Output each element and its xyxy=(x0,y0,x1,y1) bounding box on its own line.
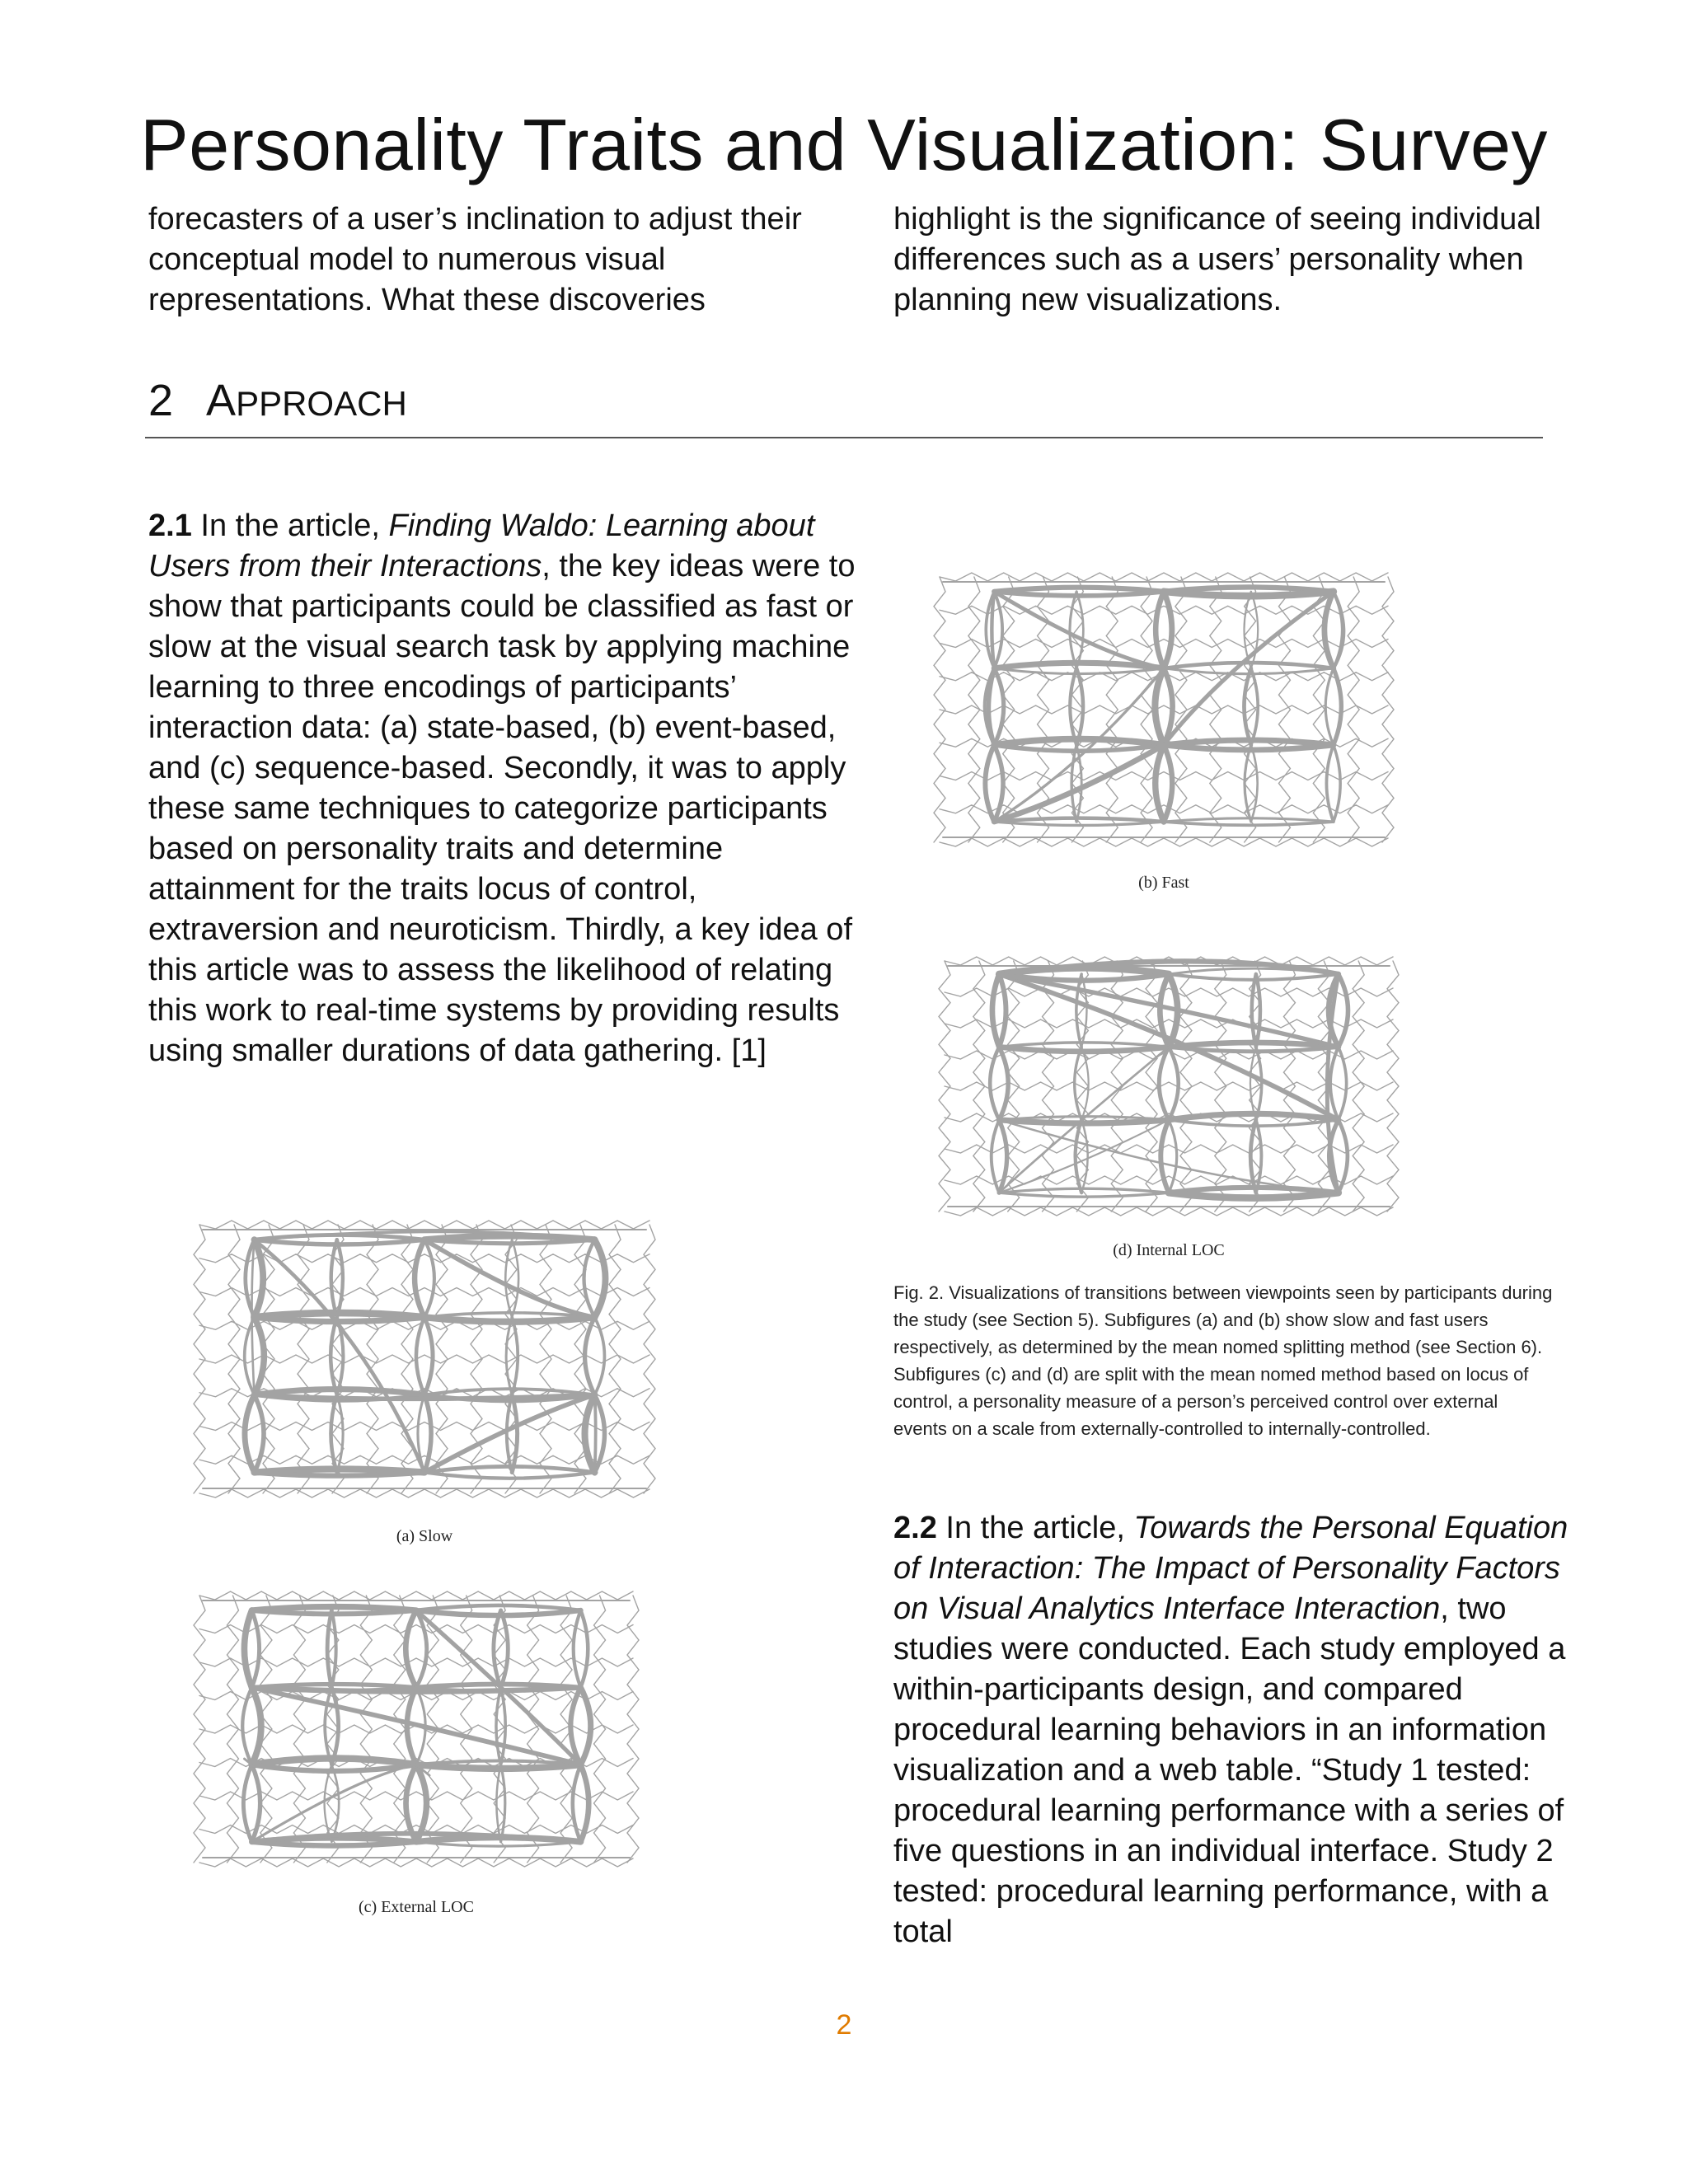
section-title-initial: A xyxy=(206,376,237,425)
subfigure-b-image xyxy=(921,562,1406,857)
paragraph-2-1 xyxy=(148,506,874,1071)
page-title: Personality Traits and Visualization: Survey xyxy=(140,104,1548,185)
article-title: Finding Waldo: Learning about Users from their Interactions xyxy=(148,509,815,583)
section-divider xyxy=(145,437,1543,438)
paragraph-text: In the article, xyxy=(191,509,389,543)
intro-text-right: highlight is the significance of seeing individual differences such as a users’ personality when planning new visualizations. xyxy=(893,202,1541,317)
paragraph-text: , two studies were conducted. Each study employed a within-participants design, and compared procedural learning behaviors in an information visualization and a web table. “Study 1 tested: procedural learning performance with a series of five questions in an individual interface. Study 2 tested: procedural learning performance, with a total xyxy=(893,1591,1566,1949)
page-number: 2 xyxy=(836,2009,852,2041)
paragraph-number: 2.2 xyxy=(893,1511,937,1545)
paragraph-number: 2.1 xyxy=(148,509,192,543)
article-title: Towards the Personal Equation of Interaction: The Impact of Personality Factors on Visual Analytics Interface Interaction xyxy=(893,1511,1568,1626)
subfigure-b-caption: (b) Fast xyxy=(1138,874,1189,892)
subfigure-a-caption: (a) Slow xyxy=(396,1527,453,1545)
subfigure-d-caption: (d) Internal LOC xyxy=(1113,1241,1225,1259)
subfigure-d-image xyxy=(926,946,1411,1226)
paragraph-2-2 xyxy=(893,1508,1569,1952)
section-heading xyxy=(148,375,1541,426)
figure-caption: Fig. 2. Visualizations of transitions between viewpoints seen by participants during the study (see Section 5). Subfigures (a) and (b) show slow and fast users respectively, as determined by the mean nomed splitting method (see Section 6). Subfigures (c) and (d) are split with the mean nomed method based on locus of control, a personality measure of a person’s perceived control over external events on a scale from externally-controlled to internally-controlled. xyxy=(893,1282,1553,1439)
subfigure-a-image xyxy=(181,1210,668,1508)
section-title-rest: PPROACH xyxy=(236,384,407,423)
subfigure-c-caption: (c) External LOC xyxy=(359,1898,474,1916)
section-number: 2 xyxy=(148,376,174,425)
paragraph-text: In the article, xyxy=(936,1511,1134,1545)
intro-text-left: forecasters of a user’s inclination to adjust their conceptual model to numerous visual representations. What these discoveries xyxy=(148,202,802,317)
subfigure-c-image xyxy=(181,1581,651,1877)
paragraph-text: , the key ideas were to show that participants could be classified as fast or slow at the visual search task by applying machine learning to three encodings of participants’ interaction data: (a) state-based, (b) event-based, and (c) sequence-based. Secondly, it was to apply these same techniques to categorize participants based on personality traits and determine attainment for the traits locus of control, extraversion and neuroticism. Thirdly, a key idea of this article was to assess the likelihood of relating this work to real-time systems by providing results using smaller durations of data gathering. [1] xyxy=(148,549,856,1068)
